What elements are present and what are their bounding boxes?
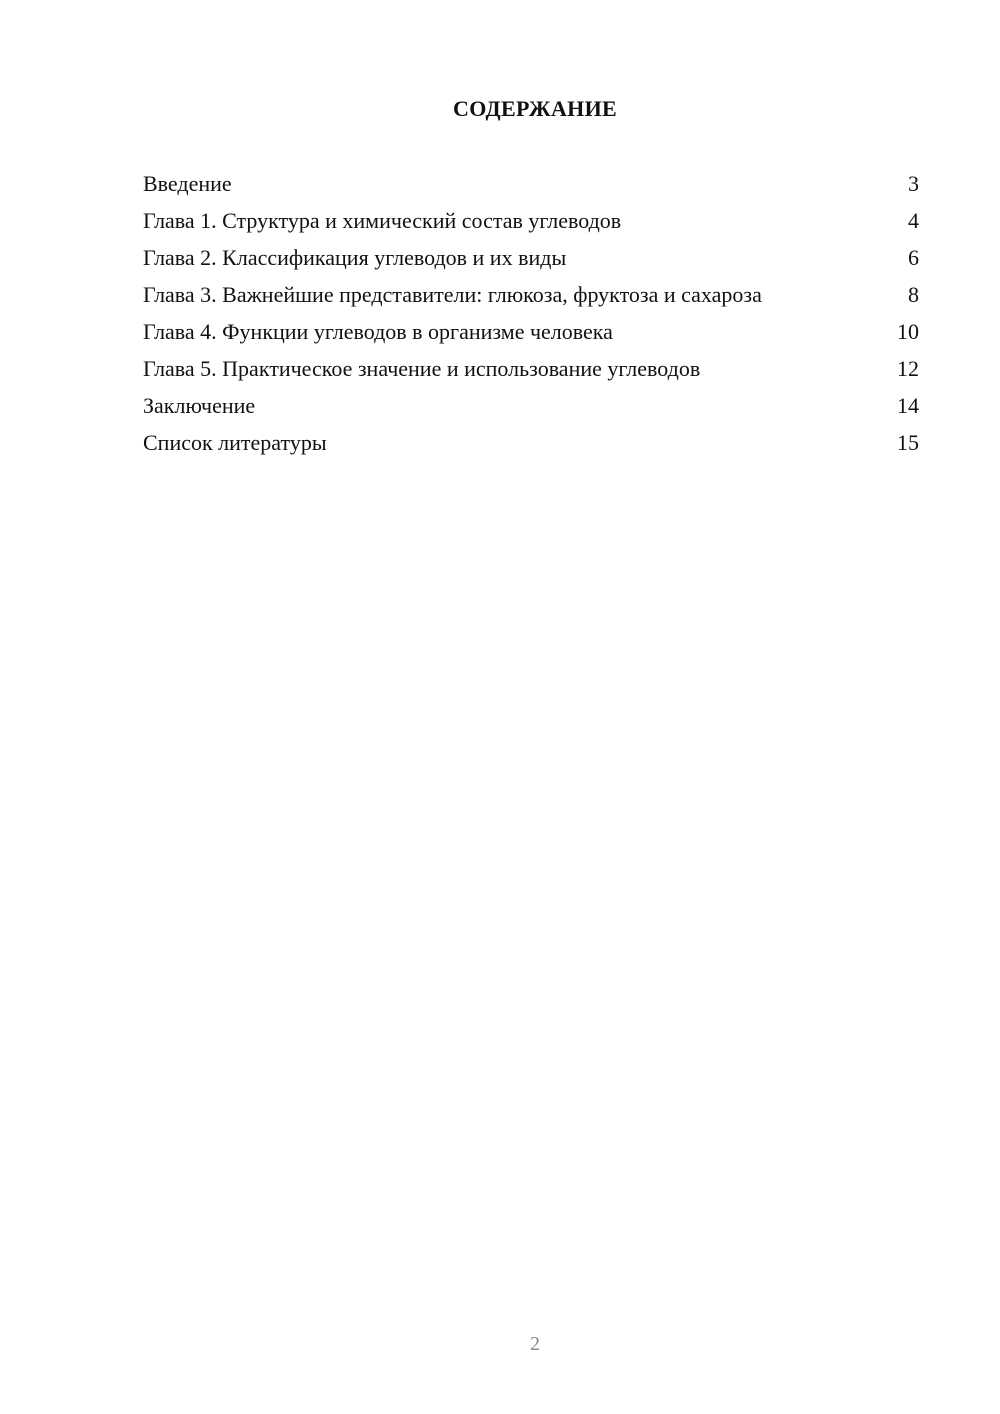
toc-entry-page: 10 [897,319,919,344]
toc-entry [143,170,919,197]
table-of-contents [143,170,919,466]
toc-entry-label: Глава 2. Классификация углеводов и их виды [143,245,567,270]
toc-entry-label: Список литературы [143,430,327,455]
toc-entry [143,429,919,456]
toc-entry [143,318,919,345]
toc-entry-page: 8 [908,282,919,307]
toc-entry [143,392,919,419]
toc-entry-page: 12 [897,356,919,381]
toc-entry [143,244,919,271]
toc-entry-page: 6 [908,245,919,270]
toc-entry-page: 14 [897,393,919,418]
toc-entry-label: Глава 3. Важнейшие представители: глюкоза, фруктоза и сахароза [143,282,762,307]
toc-entry [143,281,919,308]
toc-entry-label: Глава 1. Структура и химический состав углеводов [143,208,622,233]
toc-entry-label: Введение [143,171,232,196]
page-number: 2 [530,1333,540,1355]
toc-entry-page: 4 [908,208,919,233]
toc-entry [143,207,919,234]
page-title: СОДЕРЖАНИЕ [453,96,617,121]
toc-entry-label: Глава 4. Функции углеводов в организме человека [143,319,613,344]
toc-entry-page: 15 [897,430,919,455]
toc-entry-label: Заключение [143,393,256,418]
toc-entry-label: Глава 5. Практическое значение и использование углеводов [143,356,701,381]
toc-entry [143,355,919,382]
toc-entry-page: 3 [908,171,919,196]
